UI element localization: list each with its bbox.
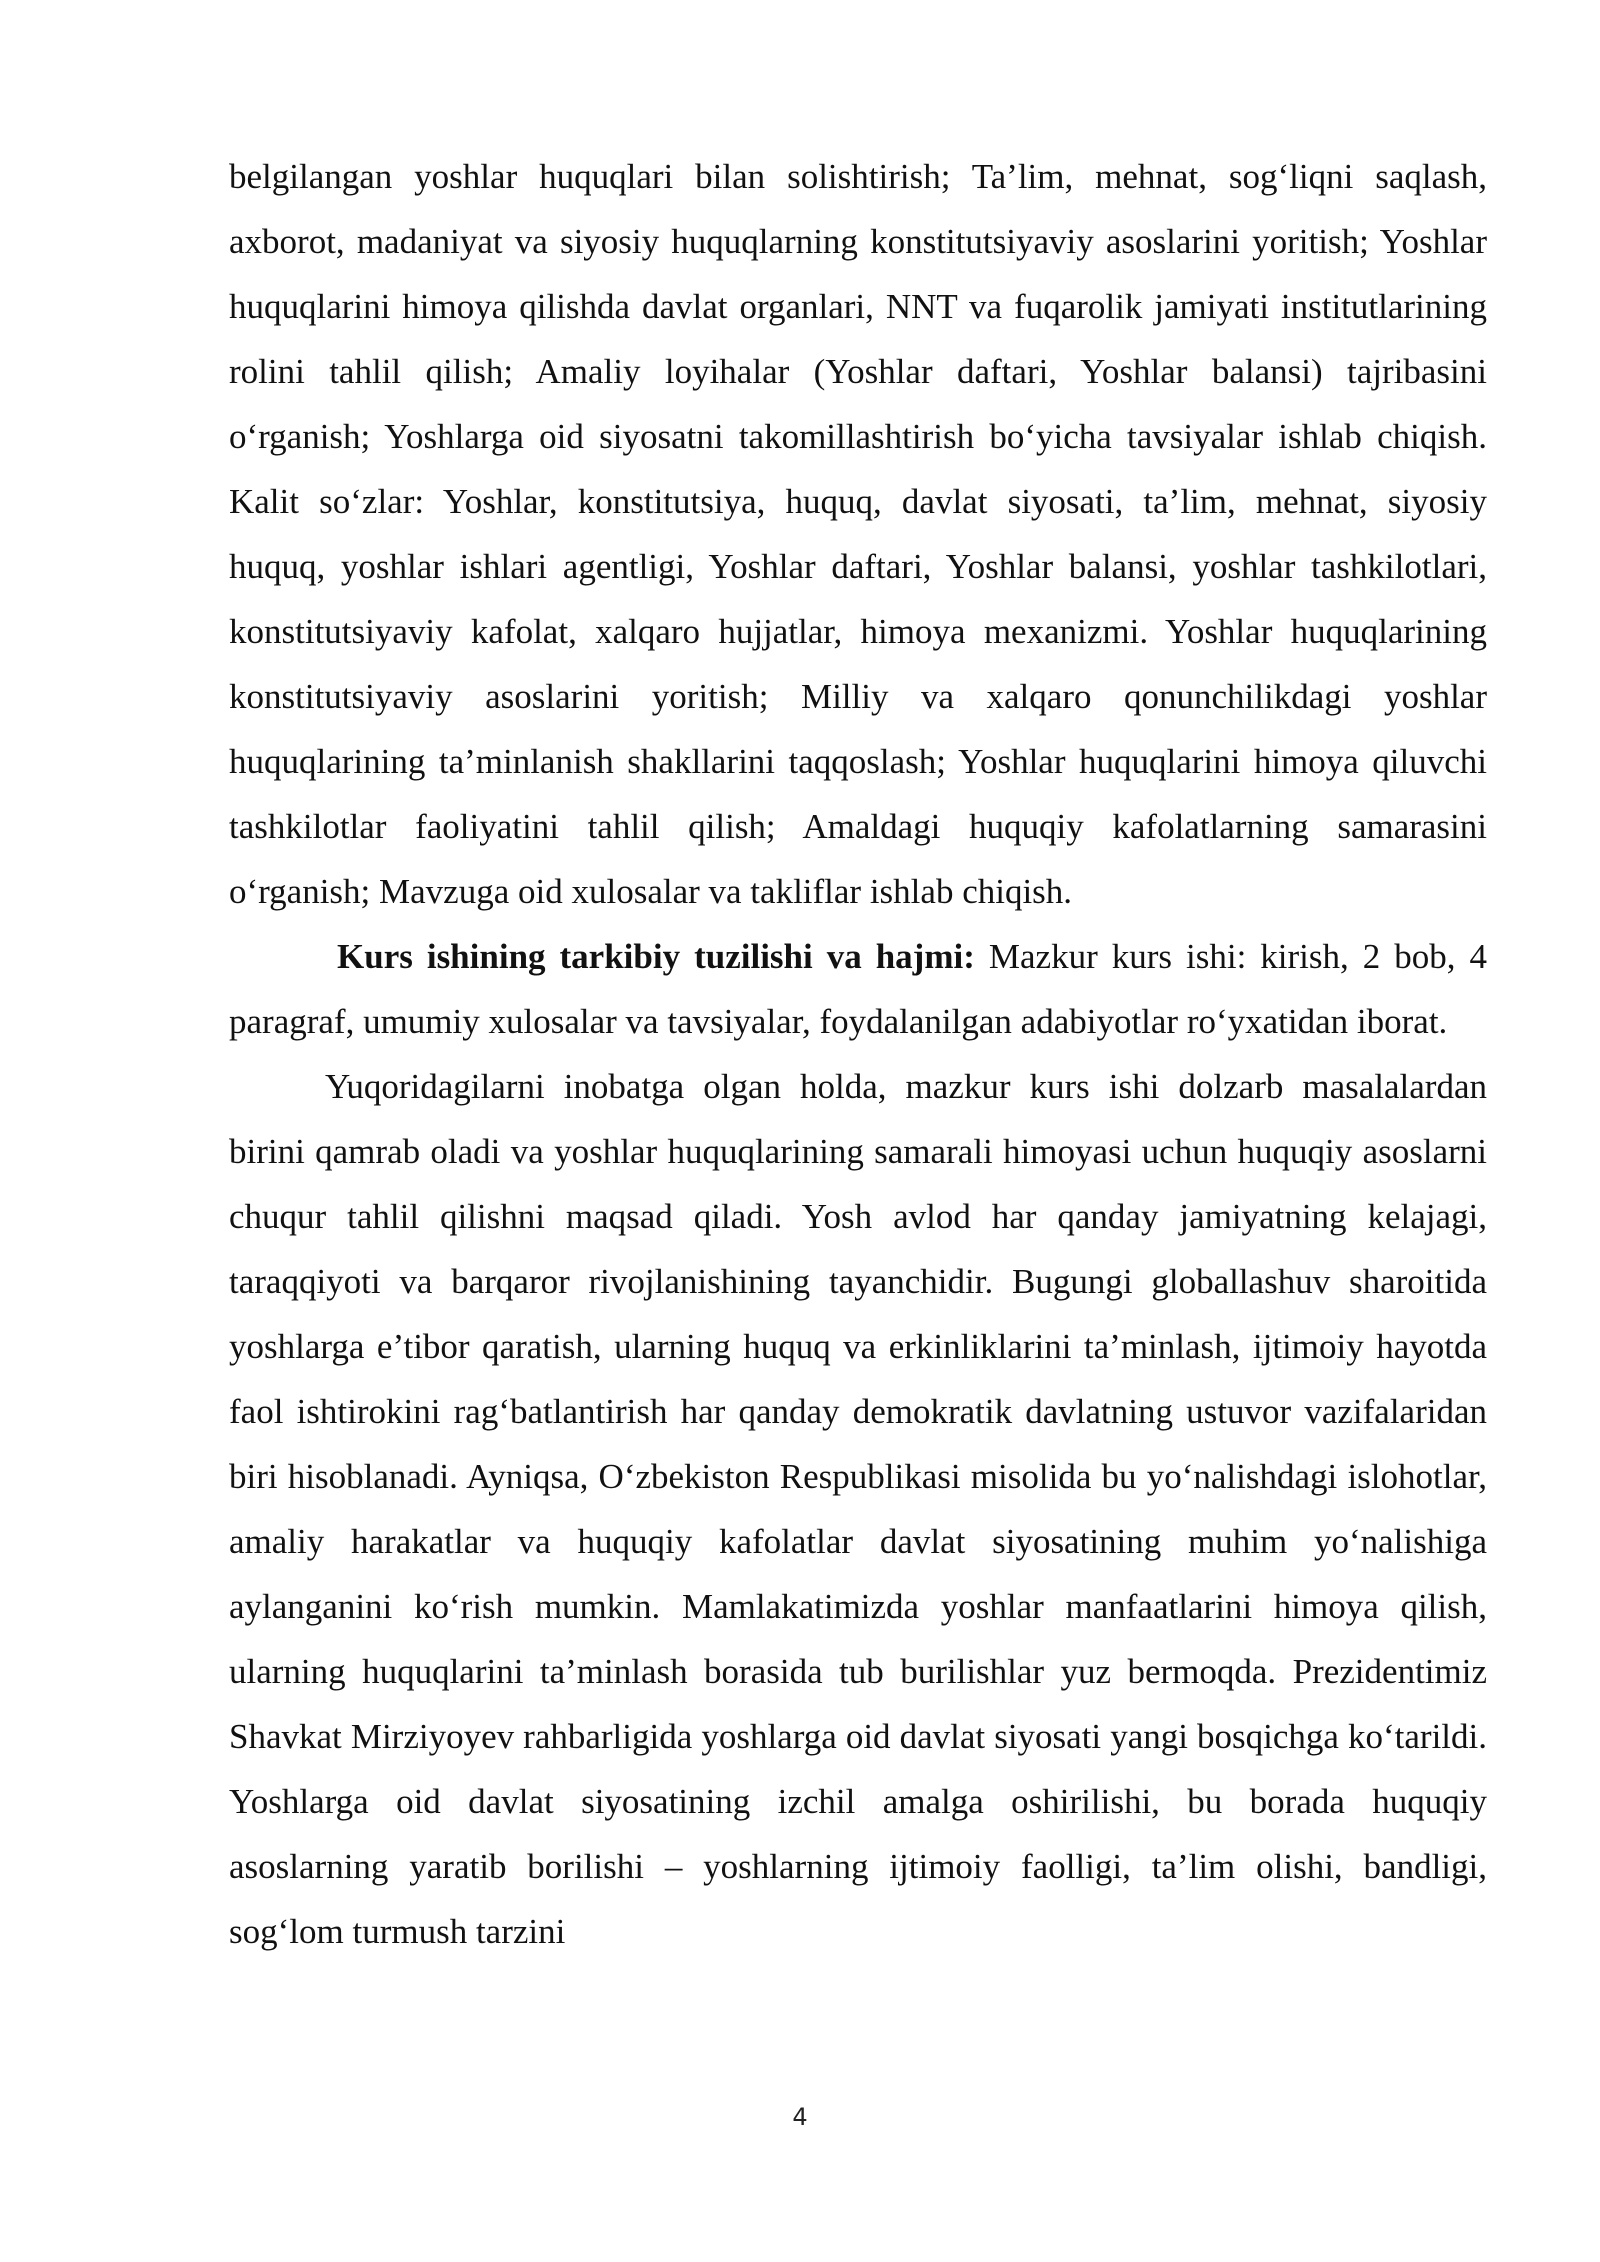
paragraph-conclusion: Yuqoridagilarni inobatga olgan holda, mazkur kurs ishi dolzarb masalalardan birini qamrab oladi va yoshlar huquqlarining samarali himoyasi uchun huquqiy asoslarni chuqur tahlil qilishni maqsad qiladi. Yosh avlod har qanday jamiyatning kelajagi, taraqqiyoti va barqaror rivojlanishining tayanchidir. Bugungi globallashuv sharoitida yoshlarga e’tibor qaratish, ularning huquq va erkinliklarini ta’minlash, ijtimoiy hayotda faol ishtirokini rag‘batlantirish har qanday demokratik davlatning ustuvor vazifalaridan biri hisoblanadi. Ayniqsa, O‘zbekiston Respublikasi misolida bu yo‘nalishdagi islohotlar, amaliy harakatlar va huquqiy kafolatlar davlat siyosatining muhim yo‘nalishiga aylanganini ko‘rish mumkin. Mamlakatimizda yoshlar manfaatlarini himoya qilish, ularning huquqlarini ta’minlash borasida tub burilishlar yuz bermoqda. Prezidentimiz Shavkat Mirziyoyev rahbarligida yoshlarga oid davlat siyosati yangi bosqichga ko‘tarildi. Yoshlarga oid davlat siyosatining izchil amalga oshirilishi, bu borada huquqiy asoslarning yaratib borilishi – yoshlarning ijtimoiy faolligi, ta’lim olishi, bandligi, sog‘lom turmush tarzini: [229, 1067, 1487, 1951]
structure-heading: Kurs ishining tarkibiy tuzilishi va hajmi:: [337, 937, 975, 976]
document-page: [229, 144, 1487, 1964]
structure-body: Mazkur kurs ishi: kirish, 2 bob, 4 paragraf, umumiy xulosalar va tavsiyalar, foydalanilgan adabiyotlar ro‘yxatidan iborat.: [229, 937, 1488, 1041]
paragraph-structure: [229, 924, 1487, 1054]
page-number: 4: [792, 2103, 808, 2131]
paragraph-objectives: belgilangan yoshlar huquqlari bilan solishtirish; Ta’lim, mehnat, sog‘liqni saqlash, axborot, madaniyat va siyosiy huquqlarning konstitutsiyaviy asoslarini yoritish; Yoshlar huquqlarini himoya qilishda davlat organlari, NNT va fuqarolik jamiyati institutlarining rolini tahlil qilish; Amaliy loyihalar (Yoshlar daftari, Yoshlar balansi) tajribasini o‘rganish; Yoshlarga oid siyosatni takomillashtirish bo‘yicha tavsiyalar ishlab chiqish. Kalit so‘zlar: Yoshlar, konstitutsiya, huquq, davlat siyosati, ta’lim, mehnat, siyosiy huquq, yoshlar ishlari agentligi, Yoshlar daftari, Yoshlar balansi, yoshlar tashkilotlari, konstitutsiyaviy kafolat, xalqaro hujjatlar, himoya mexanizmi. Yoshlar huquqlarining konstitutsiyaviy asoslarini yoritish; Milliy va xalqaro qonunchilikdagi yoshlar huquqlarining ta’minlanish shakllarini taqqoslash; Yoshlar huquqlarini himoya qiluvchi tashkilotlar faoliyatini tahlil qilish; Amaldagi huquqiy kafolatlarning samarasini o‘rganish; Mavzuga oid xulosalar va takliflar ishlab chiqish.: [229, 157, 1487, 911]
